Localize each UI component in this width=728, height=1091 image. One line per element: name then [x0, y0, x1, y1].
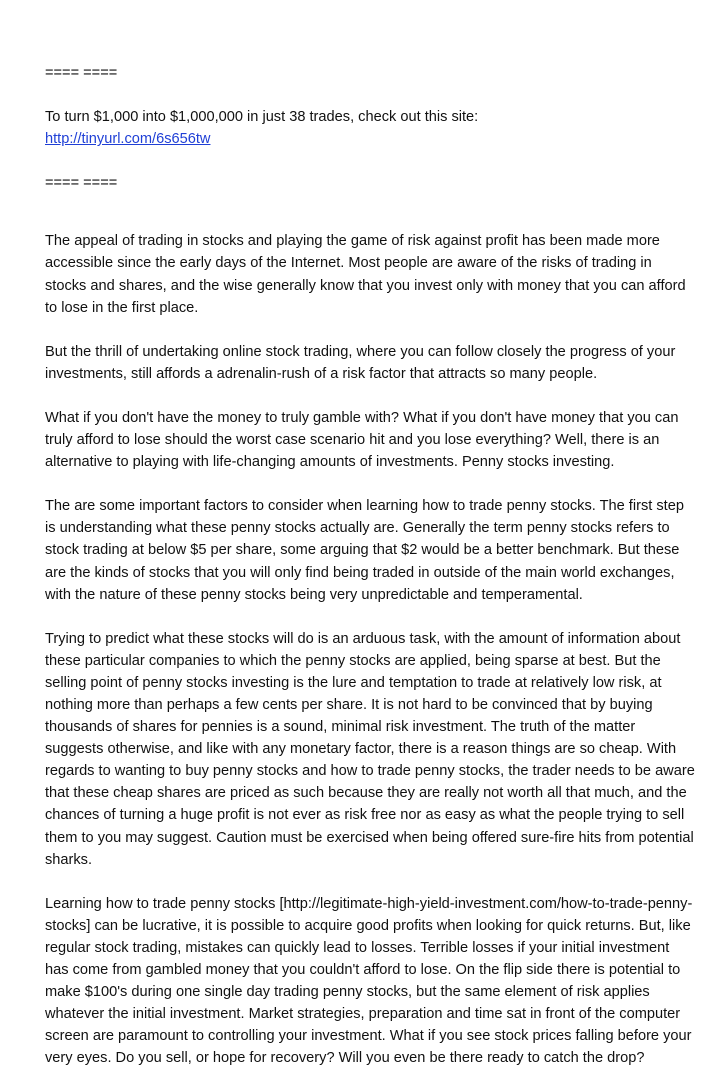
- article-paragraph: The are some important factors to consider when learning how to trade penny stocks. The first step is understanding what these penny stocks actually are. Generally the term penny stocks refers to stock trading at below $5 per share, some arguing that $2 would be a better benchmark. But these are the kinds of stocks that you will only find being traded in outside of the main world exchanges, with the nature of these penny stocks being very unpredictable and temperamental.: [45, 498, 684, 603]
- promo-link-line: [45, 128, 695, 150]
- spacer: [45, 84, 695, 106]
- article-paragraph: Trying to predict what these stocks will do is an arduous task, with the amount of information about these particular companies to which the penny stocks are applied, being sparse at best. But the selling point of penny stocks investing is the lure and temptation to trade at relatively low risk, at nothing more than perhaps a few cents per share. It is not hard to be convinced that by buying thousands of shares for pennies is a sound, minimal risk investment. The truth of the matter suggests otherwise, and like with any monetary factor, there is a reason things are so cheap. With regards to wanting to buy penny stocks and how to trade penny stocks, the trader needs to be aware that these cheap shares are priced as such because they are really not worth all that much, and the chances of turning a huge profit is not ever as risk free nor as easy as what the people trying to sell them to you may suggest. Caution must be exercised when being offered sure-fire hits from potential sharks.: [45, 630, 695, 868]
- separator-top: ==== ====: [45, 65, 118, 81]
- article-paragraph: But the thrill of undertaking online stock trading, where you can follow closely the progress of your investments, still affords a adrenalin-rush of a risk factor that attracts so many people.: [45, 343, 676, 382]
- promo-text: To turn $1,000 into $1,000,000 in just 38 trades, check out this site:: [45, 109, 479, 126]
- spacer: [45, 194, 695, 230]
- article-paragraph: The appeal of trading in stocks and playing the game of risk against profit has been made more accessible since the early days of the Internet. Most people are aware of the risks of trading in stocks and shares, and the wise generally know that you invest only with money that you can afford to lose in the first place.: [45, 233, 686, 316]
- separator-bottom: ==== ====: [45, 175, 118, 192]
- article-paragraph: What if you don't have the money to truly gamble with? What if you don't have money that you can truly afford to lose should the worst case scenario hit and you lose everything? Well, there is an alternative to playing with life-changing amounts of investments. Penny stocks investing.: [45, 409, 679, 471]
- spacer: [45, 150, 695, 172]
- article-paragraph: Learning how to trade penny stocks [http://legitimate-high-yield-investment.com/how-to-trade-penny-stocks] can be lucrative, it is possible to acquire good profits when looking for quick returns. But, like regular stock trading, mistakes can quickly lead to losses. Terrible losses if your initial investment has come from gambled money that you couldn't afford to lose. On the flip side there is potential to make $100's during one single day trading penny stocks, but the same element of risk applies whatever the initial investment. Market strategies, preparation and time sat in front of the computer screen are paramount to controlling your investment. What if you see stock prices falling before your very eyes. Do you sell, or hope for recovery? Will you even be there ready to catch the drop?: [45, 895, 693, 1067]
- promo-link[interactable]: http://tinyurl.com/6s656tw: [45, 131, 211, 148]
- document-body: [45, 62, 695, 1091]
